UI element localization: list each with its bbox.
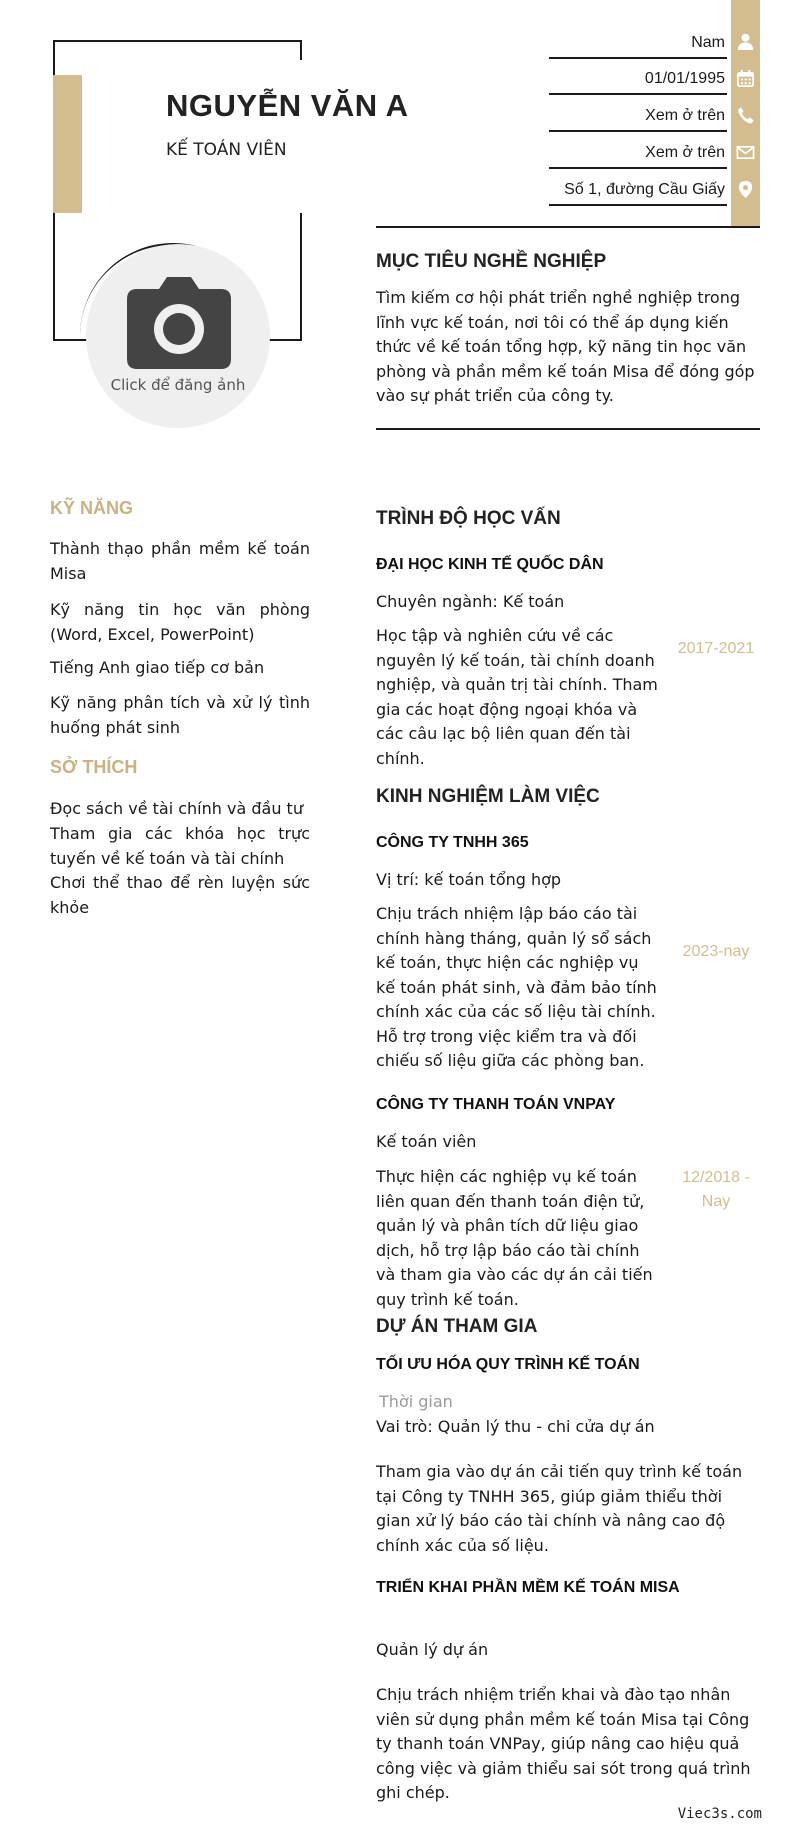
experience-title: KINH NGHIỆM LÀM VIỆC bbox=[376, 786, 600, 807]
education-major: Chuyên ngành: Kế toán bbox=[376, 592, 565, 611]
job-description: Thực hiện các nghiệp vụ kế toán liên quan đến thanh toán điện tử, quản lý và phân tích dữ liệu giao dịch, hỗ trợ lập báo cáo tài chính và tham gia vào các dự án cải tiến quy trình kế toán. bbox=[376, 1167, 653, 1309]
gender-value: Nam bbox=[691, 34, 725, 51]
birthday-value: 01/01/1995 bbox=[644, 70, 725, 87]
objective-top-rule bbox=[376, 226, 760, 228]
hobby-item: Chơi thể thao để rèn luyện sức khỏe bbox=[50, 873, 310, 917]
project-role: Vai trò: Quản lý thu - chi cửa dự án bbox=[376, 1417, 655, 1436]
frame-gap bbox=[290, 60, 310, 213]
school-name: ĐẠI HỌC KINH TẾ QUỐC DÂN bbox=[376, 556, 604, 573]
contact-gender bbox=[549, 22, 727, 59]
contact-email bbox=[549, 132, 727, 169]
location-icon bbox=[736, 180, 755, 199]
candidate-name: NGUYỄN VĂN A bbox=[166, 88, 409, 123]
objective-text: Tìm kiếm cơ hội phát triển nghề nghiệp trong lĩnh vực kế toán, nơi tôi có thể áp dụng kiến thức về kế toán tổng hợp, kỹ năng tin học văn phòng và phần mềm kế toán Misa để đóng góp vào sự phát triển của công ty. bbox=[376, 288, 755, 405]
job-date: 12/2018 - Nay bbox=[682, 1169, 750, 1210]
hobby-item: Đọc sách về tài chính và đầu tư bbox=[50, 799, 303, 818]
skills-title: KỸ NĂNG bbox=[50, 498, 134, 518]
contact-birthday bbox=[549, 58, 727, 95]
email-value: Xem ở trên bbox=[645, 144, 725, 161]
avatar-upload-label[interactable]: Click để đăng ảnh bbox=[110, 376, 246, 394]
project-name: TỐI ƯU HÓA QUY TRÌNH KẾ TOÁN bbox=[376, 1356, 640, 1373]
education-description: Học tập và nghiên cứu về các nguyên lý kế toán, tài chính doanh nghiệp, và quản trị tài chính. Tham gia các hoạt động ngoại khóa và các câu lạc bộ liên quan đến tài chính. bbox=[376, 626, 658, 768]
accent-bar bbox=[53, 75, 82, 213]
objective-bottom-rule bbox=[376, 428, 760, 430]
hobby-item: Tham gia các khóa học trực tuyến về kế toán và tài chính bbox=[50, 824, 310, 868]
phone-icon bbox=[736, 106, 755, 125]
job-description: Chịu trách nhiệm lập báo cáo tài chính hàng tháng, quản lý sổ sách kế toán, thực hiện các nghiệp vụ kế toán phát sinh, và đảm bảo tính chính xác của các số liệu tài chính. Hỗ trợ trong việc kiểm tra và đối chiếu số liệu giữa các phòng ban. bbox=[376, 904, 657, 1070]
contact-address bbox=[549, 169, 727, 206]
company-name: CÔNG TY TNHH 365 bbox=[376, 834, 529, 851]
mail-icon bbox=[736, 143, 755, 162]
address-value: Số 1, đường Cầu Giấy bbox=[564, 181, 725, 198]
skill-item: Kỹ năng phân tích và xử lý tình huống phát sinh bbox=[50, 693, 310, 737]
job-date: 2023-nay bbox=[682, 943, 750, 960]
project-time: Thời gian bbox=[379, 1392, 453, 1411]
skill-item: Tiếng Anh giao tiếp cơ bản bbox=[50, 658, 265, 677]
phone-value: Xem ở trên bbox=[645, 107, 725, 124]
job-position: Kế toán viên bbox=[376, 1132, 477, 1151]
project-description: Chịu trách nhiệm triển khai và đào tạo nhân viên sử dụng phần mềm kế toán Misa tại Công ty thanh toán VNPay, giúp nâng cao hiệu quả công việc và giảm thiểu sai sót trong quá trình ghi chép. bbox=[376, 1685, 751, 1802]
company-name: CÔNG TY THANH TOÁN VNPAY bbox=[376, 1096, 616, 1113]
site-watermark: Viec3s.com bbox=[677, 1806, 762, 1822]
objective-title: MỤC TIÊU NGHỀ NGHIỆP bbox=[376, 251, 607, 272]
job-position: Vị trí: kế toán tổng hợp bbox=[376, 870, 562, 889]
user-icon bbox=[736, 32, 755, 51]
skill-item: Kỹ năng tin học văn phòng (Word, Excel, PowerPoint) bbox=[50, 600, 310, 644]
education-title: TRÌNH ĐỘ HỌC VẤN bbox=[376, 508, 561, 529]
projects-title: DỰ ÁN THAM GIA bbox=[376, 1316, 538, 1337]
project-role: Quản lý dự án bbox=[376, 1640, 489, 1659]
contact-phone bbox=[549, 95, 727, 132]
skill-item: Thành thạo phần mềm kế toán Misa bbox=[50, 539, 310, 583]
camera-icon[interactable] bbox=[125, 275, 233, 371]
hobbies-title: SỞ THÍCH bbox=[50, 757, 138, 777]
education-date: 2017-2021 bbox=[677, 640, 755, 657]
project-description: Tham gia vào dự án cải tiến quy trình kế toán tại Công ty TNHH 365, giúp giảm thiểu thời gian xử lý báo cáo tài chính và nâng cao độ chính xác của số liệu. bbox=[376, 1462, 743, 1555]
project-name: TRIỂN KHAI PHẦN MỀM KẾ TOÁN MISA bbox=[376, 1579, 680, 1596]
job-title: KẾ TOÁN VIÊN bbox=[166, 140, 287, 160]
calendar-icon bbox=[736, 69, 755, 88]
